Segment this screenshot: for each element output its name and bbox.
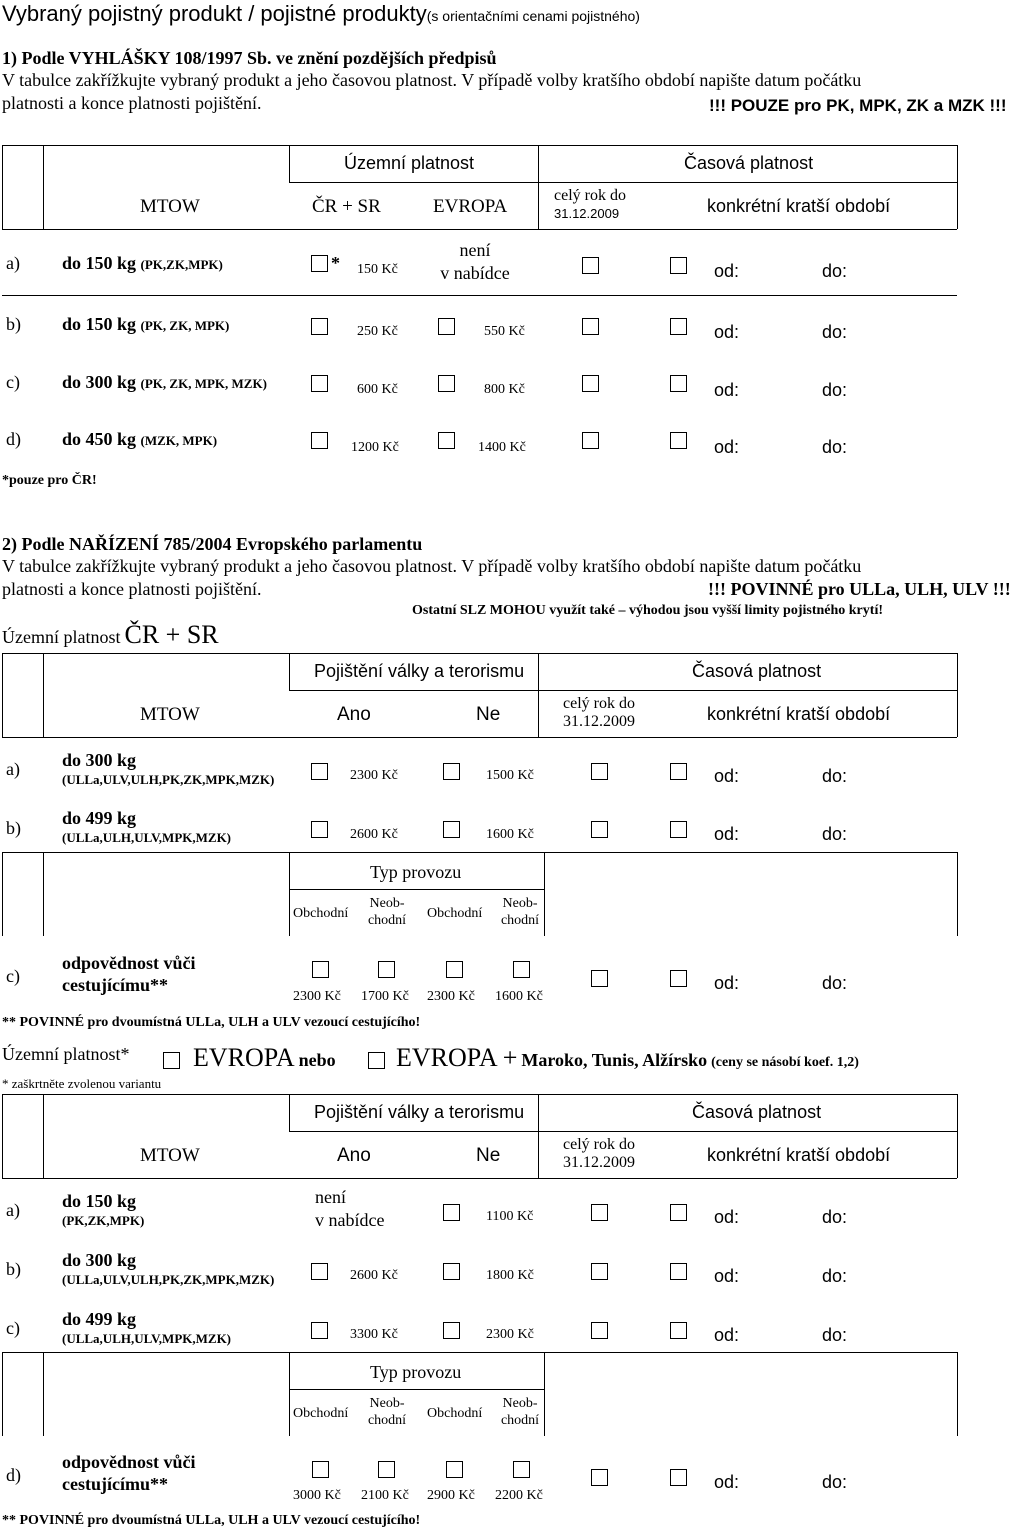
s1-b-cr-checkbox[interactable] — [311, 318, 328, 335]
s3-a-year-checkbox[interactable] — [591, 1204, 608, 1221]
s3-opt1 — [193, 1043, 336, 1073]
s2-row-b-weight — [62, 808, 231, 848]
s3-coef: (ceny se násobí koef. 1,2) — [711, 1055, 859, 1070]
s3-row-a-weight — [62, 1191, 144, 1231]
s3-b-no-price: 1800 Kč — [486, 1268, 534, 1283]
s1-a-from: od: — [714, 261, 740, 281]
s2-c-price-3: 2300 Kč — [427, 989, 475, 1004]
s2-a-from: od: — [714, 766, 740, 786]
s3-typ-obch-2: Obchodní — [427, 1406, 483, 1421]
s2-hdr-year — [563, 695, 635, 731]
s3-row-b-weight — [62, 1250, 274, 1290]
s2-typ-neob-2 — [495, 895, 545, 929]
s3-a-not-offered — [315, 1186, 384, 1232]
s2-c-obch-no-checkbox[interactable] — [446, 961, 463, 978]
s1-row-b-class: (PK, ZK, MPK) — [140, 318, 230, 333]
page-title — [2, 1, 640, 27]
s1-a-to: do: — [822, 261, 848, 281]
s1-row-d-letter: d) — [6, 429, 21, 449]
s3-a-from: od: — [714, 1207, 740, 1227]
s2-row-c-label — [62, 952, 196, 996]
s3-note: * zaškrtněte zvolenou variantu — [2, 1076, 162, 1091]
s2-row-a-weight — [62, 750, 274, 790]
s1-row-a-weight-text: do 150 kg — [62, 253, 137, 273]
s2-c-obch-yes-checkbox[interactable] — [312, 961, 329, 978]
s1-a-na-1: není — [459, 240, 491, 260]
s3-c-short-checkbox[interactable] — [670, 1322, 687, 1339]
s2-c-price-1: 2300 Kč — [293, 989, 341, 1004]
s3-row-d-label — [62, 1451, 196, 1495]
s3-c-yes-checkbox[interactable] — [311, 1322, 328, 1339]
s2-c-neob-no-checkbox[interactable] — [513, 961, 530, 978]
s2-a-short-checkbox[interactable] — [670, 763, 687, 780]
s1-a-star: * — [331, 253, 340, 273]
s1-d-to: do: — [822, 437, 848, 457]
s1-d-from: od: — [714, 437, 740, 457]
s2-b-short-checkbox[interactable] — [670, 821, 687, 838]
s3-hdr-short: konkrétní kratší období — [707, 1145, 891, 1165]
s3-b-to: do: — [822, 1266, 848, 1286]
s1-row-b-letter: b) — [6, 314, 21, 334]
s1-c-short-checkbox[interactable] — [670, 375, 687, 392]
s1-b-short-checkbox[interactable] — [670, 318, 687, 335]
s2-hdr-yes: Ano — [337, 704, 371, 725]
s2-row-a-weight-text: do 300 kg — [62, 750, 137, 770]
s3-a-na-2: v nabídce — [315, 1210, 385, 1230]
s2-warning: !!! POVINNÉ pro ULLa, ULH, ULV !!! — [708, 579, 1011, 599]
s1-a-cr-price: 150 Kč — [357, 262, 398, 277]
s3-c-yes-price: 3300 Kč — [350, 1327, 398, 1342]
s1-row-d-weight — [62, 429, 217, 450]
s2-row-a-class: (ULLa,ULV,ULH,PK,ZK,MPK,MZK) — [62, 772, 275, 787]
s3-row-c-class: (ULLa,ULH,ULV,MPK,MZK) — [62, 1331, 232, 1346]
s2-typ-obch-1: Obchodní — [293, 906, 349, 921]
s1-hdr-year-1: celý rok do — [554, 187, 626, 204]
s1-row-a-weight — [62, 253, 223, 274]
s2-row-c-letter: c) — [6, 966, 20, 986]
s2-hdr-year-1: celý rok do — [563, 695, 635, 712]
s1-c-from: od: — [714, 380, 740, 400]
s1-heading: 1) Podle VYHLÁŠKY 108/1997 Sb. ve znění pozdějších předpisů — [2, 48, 497, 68]
s2-a-no-checkbox[interactable] — [443, 763, 460, 780]
s2-territory — [2, 620, 219, 650]
s3-a-short-checkbox[interactable] — [670, 1204, 687, 1221]
s3-b-yes-checkbox[interactable] — [311, 1263, 328, 1280]
s3-row-b-class: (ULLa,ULV,ULH,PK,ZK,MPK,MZK) — [62, 1272, 275, 1287]
s2-row-b-weight-text: do 499 kg — [62, 808, 137, 828]
s1-a-na-2: v nabídce — [440, 263, 510, 283]
s3-b-year-checkbox[interactable] — [591, 1263, 608, 1280]
s1-b-eu-price: 550 Kč — [484, 324, 525, 339]
s2-c-price-2: 1700 Kč — [361, 989, 409, 1004]
s3-row-a-letter: a) — [6, 1200, 20, 1220]
s3-b-from: od: — [714, 1266, 740, 1286]
s3-territory — [2, 1044, 129, 1065]
s2-c-label-2: cestujícímu** — [62, 975, 168, 995]
s2-a-to: do: — [822, 766, 848, 786]
s1-hdr-mtow: MTOW — [140, 196, 200, 217]
s2-c-price-4: 1600 Kč — [495, 989, 543, 1004]
s1-hdr-cr: ČR + SR — [312, 196, 381, 217]
s3-row-a-class: (PK,ZK,MPK) — [62, 1213, 145, 1228]
s1-d-eu-price: 1400 Kč — [478, 440, 526, 455]
s3-d-label-2: cestujícímu** — [62, 1474, 168, 1494]
s1-row-c-weight-text: do 300 kg — [62, 372, 137, 392]
s2-other-note: Ostatní SLZ MOHOU využít také – výhodou jsou vyšší limity pojistného krytí! — [412, 603, 883, 618]
s2-typ: Typ provozu — [370, 862, 462, 882]
s2-row-b-class: (ULLa,ULH,ULV,MPK,MZK) — [62, 830, 232, 845]
s3-opt2-rest: Maroko, Tunis, Alžírsko — [521, 1050, 708, 1070]
s2-terr-label: Územní platnost — [2, 627, 121, 647]
s2-row-a-letter: a) — [6, 759, 20, 779]
s3-nebo: nebo — [298, 1050, 336, 1070]
s2-a-year-checkbox[interactable] — [591, 763, 608, 780]
s1-a-year-checkbox[interactable] — [582, 257, 599, 274]
s1-d-cr-price: 1200 Kč — [351, 440, 399, 455]
s3-opt1-text: EVROPA — [193, 1043, 295, 1072]
s3-row-b-letter: b) — [6, 1259, 21, 1279]
s1-instr-2: platnosti a konce platnosti pojištění. — [2, 93, 262, 113]
s3-b-yes-price: 2600 Kč — [350, 1268, 398, 1283]
s1-row-d-class: (MZK, MPK) — [140, 433, 218, 448]
s2-c-from: od: — [714, 973, 740, 993]
s3-opt2 — [396, 1043, 859, 1073]
s2-neob-1a: Neob- — [369, 896, 405, 911]
s2-neob-2a: Neob- — [502, 896, 538, 911]
s3-d-neob-yes-checkbox[interactable] — [378, 1461, 395, 1478]
s1-b-year-checkbox[interactable] — [582, 318, 599, 335]
s2-c-short-checkbox[interactable] — [670, 970, 687, 987]
s1-hdr-short: konkrétní kratší období — [707, 196, 891, 216]
s2-a-no-price: 1500 Kč — [486, 768, 534, 783]
s1-row-c-weight — [62, 372, 267, 393]
s2-hdr-year-2: 31.12.2009 — [563, 713, 635, 730]
s1-d-year-checkbox[interactable] — [582, 432, 599, 449]
s2-b-yes-checkbox[interactable] — [311, 821, 328, 838]
s1-row-d-weight-text: do 450 kg — [62, 429, 137, 449]
s2-b-yes-price: 2600 Kč — [350, 827, 398, 842]
s1-d-short-checkbox[interactable] — [670, 432, 687, 449]
s2-b-from: od: — [714, 824, 740, 844]
s2-hdr-war: Pojištění války a terorismu — [314, 661, 525, 681]
s3-c-year-checkbox[interactable] — [591, 1322, 608, 1339]
s1-hdr-evropa: EVROPA — [433, 196, 508, 217]
s3-d-to: do: — [822, 1472, 848, 1492]
s3-b-no-checkbox[interactable] — [443, 1263, 460, 1280]
s3-a-to: do: — [822, 1207, 848, 1227]
s3-typ-obch-1: Obchodní — [293, 1406, 349, 1421]
s3-d-short-checkbox[interactable] — [670, 1469, 687, 1486]
s3-hdr-war: Pojištění války a terorismu — [314, 1102, 525, 1122]
s2-b-year-checkbox[interactable] — [591, 821, 608, 838]
s2-b-to: do: — [822, 824, 848, 844]
s2-terr-value: ČR + SR — [124, 620, 219, 649]
s1-c-year-checkbox[interactable] — [582, 375, 599, 392]
s1-a-not-offered — [430, 239, 520, 285]
s3-terr-label: Územní platnost* — [2, 1044, 130, 1064]
s1-c-cr-price: 600 Kč — [357, 382, 398, 397]
s3-typ-neob-1 — [362, 1395, 412, 1429]
s2-row-b-letter: b) — [6, 818, 21, 838]
s3-row-d-letter: d) — [6, 1465, 21, 1485]
s1-d-cr-checkbox[interactable] — [311, 432, 328, 449]
s3-row-a-weight-text: do 150 kg — [62, 1191, 137, 1211]
s2-hdr-no: Ne — [476, 704, 501, 725]
s2-neob-1b: chodní — [367, 913, 407, 928]
s1-d-eu-checkbox[interactable] — [438, 432, 455, 449]
title-text: Vybraný pojistný produkt / pojistné produkty — [2, 1, 427, 26]
s1-row-c-class: (PK, ZK, MPK, MZK) — [140, 376, 267, 391]
title-note: (s orientačními cenami pojistného) — [426, 8, 640, 24]
s2-c-neob-yes-checkbox[interactable] — [378, 961, 395, 978]
s3-europe-checkbox[interactable] — [163, 1052, 180, 1069]
s3-hdr-year-1: celý rok do — [563, 1136, 635, 1153]
s1-hdr-time: Časová platnost — [684, 153, 814, 173]
s1-row-b-weight-text: do 150 kg — [62, 314, 137, 334]
s3-a-na-1: není — [315, 1187, 346, 1207]
s1-c-to: do: — [822, 380, 848, 400]
s3-opt2-text: EVROPA + — [396, 1043, 518, 1072]
s3-c-no-price: 2300 Kč — [486, 1327, 534, 1342]
s3-d-price-2: 2100 Kč — [361, 1488, 409, 1503]
s3-d-neob-no-checkbox[interactable] — [513, 1461, 530, 1478]
s2-hdr-time: Časová platnost — [692, 661, 822, 681]
s3-hdr-yes: Ano — [337, 1145, 371, 1166]
s2-c-to: do: — [822, 973, 848, 993]
s1-row-b-weight — [62, 314, 229, 335]
s3-d-label-1: odpovědnost vůči — [62, 1452, 196, 1472]
s3-typ: Typ provozu — [370, 1362, 462, 1382]
s1-b-cr-price: 250 Kč — [357, 324, 398, 339]
s3-row-b-weight-text: do 300 kg — [62, 1250, 137, 1270]
s1-c-eu-price: 800 Kč — [484, 382, 525, 397]
s1-a-cr-checkbox[interactable] — [311, 255, 328, 272]
s1-c-eu-checkbox[interactable] — [438, 375, 455, 392]
s3-row-c-weight-text: do 499 kg — [62, 1309, 137, 1329]
s2-typ-neob-1 — [362, 895, 412, 929]
s2-c-label-1: odpovědnost vůči — [62, 953, 196, 973]
s3-hdr-year — [563, 1136, 635, 1172]
s2-neob-2b: chodní — [500, 913, 540, 928]
s2-hdr-short: konkrétní kratší období — [707, 704, 891, 724]
s3-d-price-4: 2200 Kč — [495, 1488, 543, 1503]
s3-d-price-3: 2900 Kč — [427, 1488, 475, 1503]
s3-row-c-letter: c) — [6, 1318, 20, 1338]
s1-b-to: do: — [822, 322, 848, 342]
s3-neob-2b: chodní — [500, 1413, 540, 1428]
s2-hdr-mtow: MTOW — [140, 704, 200, 725]
s3-a-no-checkbox[interactable] — [443, 1204, 460, 1221]
s1-footnote: *pouze pro ČR! — [2, 473, 97, 488]
s3-d-note: ** POVINNÉ pro dvoumístná ULLa, ULH a ULV vezoucí cestujícího! — [2, 1513, 421, 1528]
s2-instr-1: V tabulce zakřížkujte vybraný produkt a jeho časovou platnost. V případě volby kratšího období napište datum počátku — [2, 556, 862, 576]
s1-warning: !!! POUZE pro PK, MPK, ZK a MZK !!! — [709, 96, 1007, 115]
s2-c-note: ** POVINNÉ pro dvoumístná ULLa, ULH a ULV vezoucí cestujícího! — [2, 1015, 421, 1030]
s3-d-obch-yes-checkbox[interactable] — [312, 1461, 329, 1478]
s2-a-yes-price: 2300 Kč — [350, 768, 398, 783]
s3-europe-plus-checkbox[interactable] — [368, 1052, 385, 1069]
s1-a-short-checkbox[interactable] — [670, 257, 687, 274]
s1-b-from: od: — [714, 322, 740, 342]
s3-c-no-checkbox[interactable] — [443, 1322, 460, 1339]
s2-c-year-checkbox[interactable] — [591, 970, 608, 987]
s3-hdr-no: Ne — [476, 1145, 501, 1166]
s3-typ-neob-2 — [495, 1395, 545, 1429]
s1-b-eu-checkbox[interactable] — [438, 318, 455, 335]
s3-d-obch-no-checkbox[interactable] — [446, 1461, 463, 1478]
s3-d-from: od: — [714, 1472, 740, 1492]
s1-hdr-year-2: 31.12.2009 — [554, 206, 620, 221]
s3-neob-2a: Neob- — [502, 1396, 538, 1411]
s3-neob-1a: Neob- — [369, 1396, 405, 1411]
s3-a-no-price: 1100 Kč — [486, 1209, 534, 1224]
s1-row-c-letter: c) — [6, 372, 20, 392]
s1-instr-1: V tabulce zakřížkujte vybraný produkt a jeho časovou platnost. V případě volby kratšího období napište datum počátku — [2, 70, 862, 90]
s1-hdr-year — [554, 187, 626, 223]
s1-row-a-letter: a) — [6, 253, 20, 273]
s2-instr-2: platnosti a konce platnosti pojištění. — [2, 579, 262, 599]
s3-neob-1b: chodní — [367, 1413, 407, 1428]
s3-hdr-time: Časová platnost — [692, 1102, 822, 1122]
s3-hdr-mtow: MTOW — [140, 1145, 200, 1166]
s3-row-c-weight — [62, 1309, 231, 1349]
s3-c-from: od: — [714, 1325, 740, 1345]
s1-hdr-territorial: Územní platnost — [344, 153, 475, 173]
s2-b-no-checkbox[interactable] — [443, 821, 460, 838]
s2-heading: 2) Podle NAŘÍZENÍ 785/2004 Evropského parlamentu — [2, 534, 423, 554]
s1-row-a-class: (PK,ZK,MPK) — [140, 257, 223, 272]
s3-c-to: do: — [822, 1325, 848, 1345]
s2-a-yes-checkbox[interactable] — [311, 763, 328, 780]
s3-d-year-checkbox[interactable] — [591, 1469, 608, 1486]
s2-typ-obch-2: Obchodní — [427, 906, 483, 921]
s2-b-no-price: 1600 Kč — [486, 827, 534, 842]
s3-b-short-checkbox[interactable] — [670, 1263, 687, 1280]
s3-d-price-1: 3000 Kč — [293, 1488, 341, 1503]
s1-c-cr-checkbox[interactable] — [311, 375, 328, 392]
s3-hdr-year-2: 31.12.2009 — [563, 1154, 635, 1171]
